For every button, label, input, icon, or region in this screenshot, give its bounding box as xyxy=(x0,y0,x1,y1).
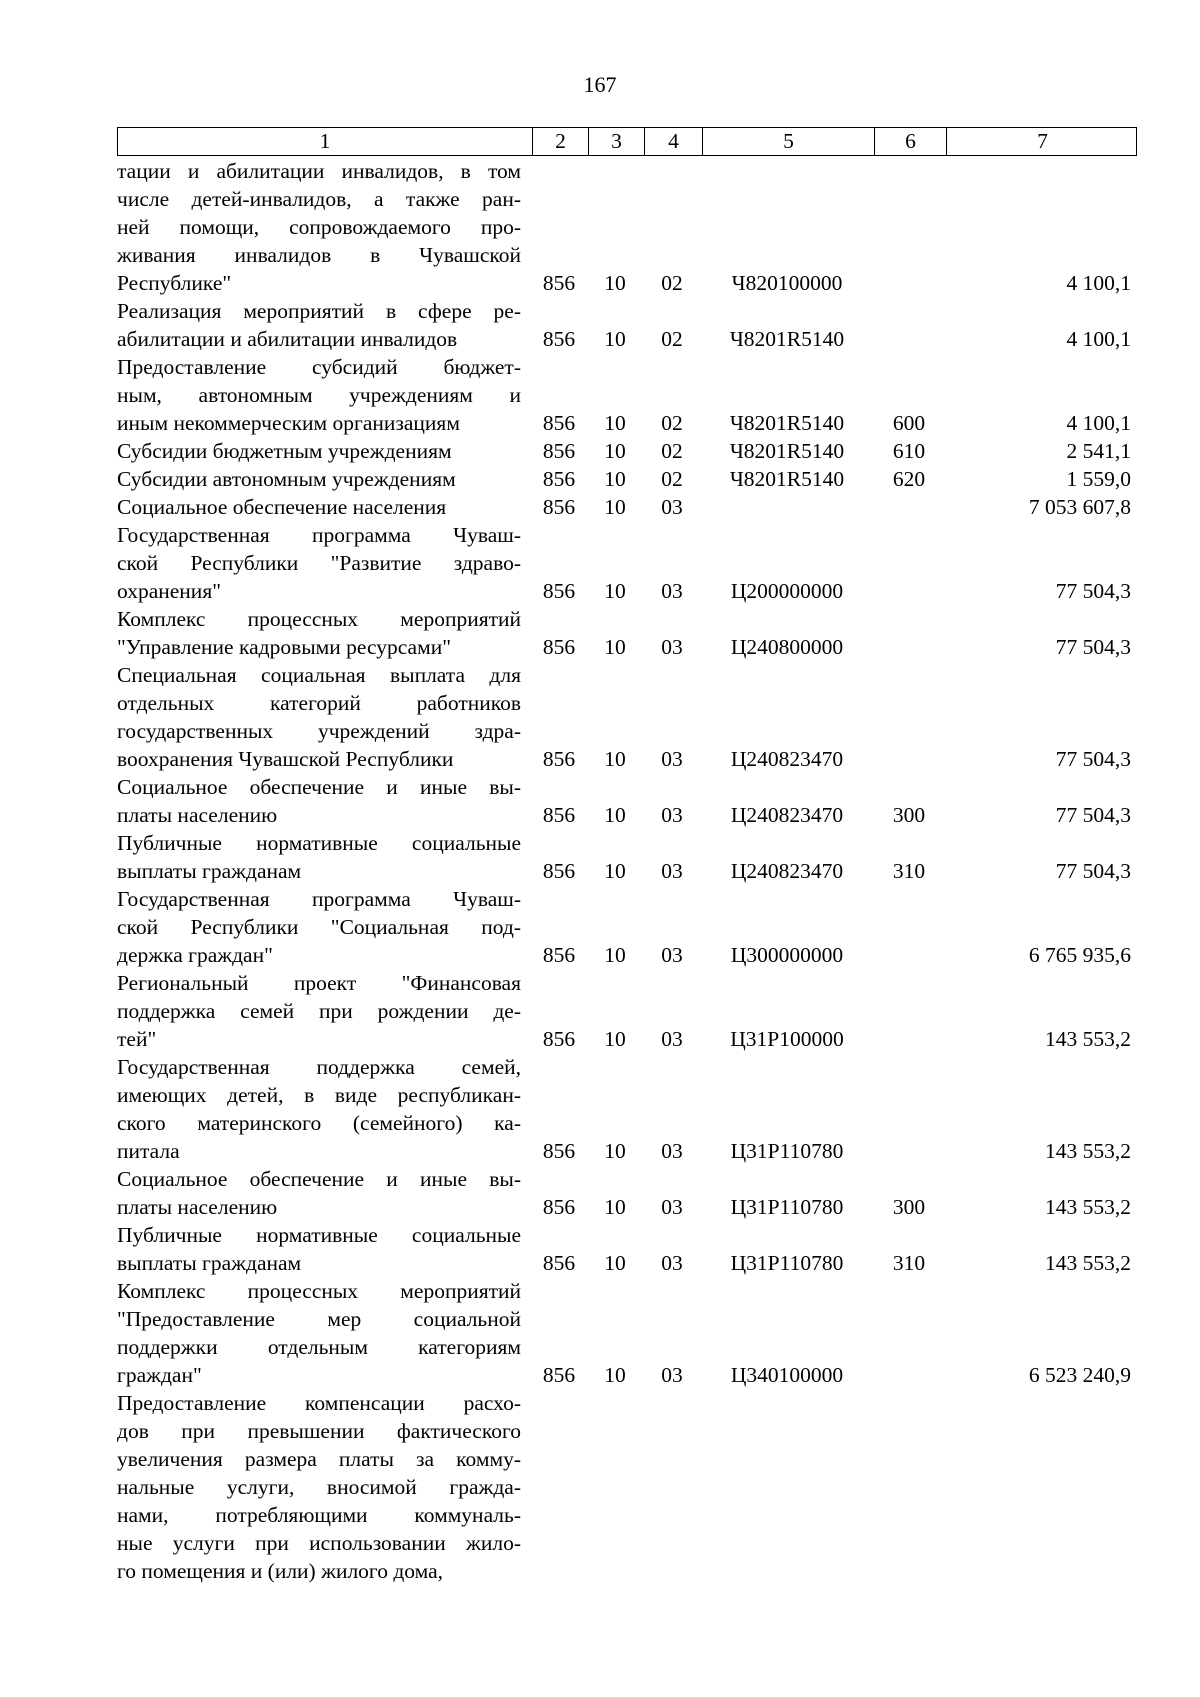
row-name-line: Социальное обеспечение и иные вы- xyxy=(117,775,521,799)
row-name-line: Специальная социальная выплата для xyxy=(117,663,521,687)
cell-amount: 77 504,3 xyxy=(1055,635,1131,659)
table-row xyxy=(117,353,1137,437)
row-name-line: Публичные нормативные социальные xyxy=(117,831,521,855)
cell-expense-type: 310 xyxy=(892,859,926,883)
row-name xyxy=(117,661,521,773)
cell-admin-code: 856 xyxy=(542,1139,576,1163)
table-row xyxy=(117,605,1137,661)
row-name xyxy=(117,521,521,605)
cell-subsection: 02 xyxy=(661,327,683,351)
cell-target-article: Ц340100000 xyxy=(730,1363,844,1387)
cell-admin-code: 856 xyxy=(542,1027,576,1051)
cell-admin-code: 856 xyxy=(542,439,576,463)
row-name-line: увеличения размера платы за комму- xyxy=(117,1447,521,1471)
table-body xyxy=(117,157,1137,1585)
row-name-line: платы населению xyxy=(117,1195,278,1219)
row-name-line: дов при превышении фактического xyxy=(117,1419,521,1443)
cell-section: 10 xyxy=(604,1251,626,1275)
cell-amount: 143 553,2 xyxy=(1045,1195,1131,1219)
row-name xyxy=(117,353,521,437)
row-name-line: ным, автономным учреждениям и xyxy=(117,383,521,407)
cell-amount: 6 523 240,9 xyxy=(1028,1363,1131,1387)
cell-subsection: 03 xyxy=(661,495,683,519)
cell-admin-code: 856 xyxy=(542,1363,576,1387)
cell-admin-code: 856 xyxy=(542,579,576,603)
cell-amount: 143 553,2 xyxy=(1045,1139,1131,1163)
table-row xyxy=(117,1053,1137,1165)
row-name-line: абилитации и абилитации инвалидов xyxy=(117,327,458,351)
header-col-7: 7 xyxy=(946,128,1138,155)
page-number: 167 xyxy=(583,72,617,97)
row-name xyxy=(117,465,521,493)
cell-subsection: 03 xyxy=(661,747,683,771)
row-name-line: выплаты гражданам xyxy=(117,1251,302,1275)
cell-target-article: Ц31Р100000 xyxy=(730,1027,844,1051)
row-name-line: ные услуги при использовании жило- xyxy=(117,1531,521,1555)
cell-amount: 7 053 607,8 xyxy=(1028,495,1131,519)
row-name xyxy=(117,1053,521,1165)
cell-section: 10 xyxy=(604,411,626,435)
row-name-line: тей" xyxy=(117,1027,157,1051)
table-row xyxy=(117,437,1137,465)
cell-target-article: Ц31Р110780 xyxy=(730,1139,844,1163)
table-row xyxy=(117,1165,1137,1221)
row-name-line: охранения" xyxy=(117,579,221,603)
cell-section: 10 xyxy=(604,579,626,603)
row-name-line: держка граждан" xyxy=(117,943,273,967)
table-row xyxy=(117,493,1137,521)
cell-subsection: 03 xyxy=(661,1027,683,1051)
cell-amount: 4 100,1 xyxy=(1066,411,1131,435)
cell-expense-type: 600 xyxy=(892,411,926,435)
row-name xyxy=(117,885,521,969)
row-name-line: Реализация мероприятий в сфере ре- xyxy=(117,299,521,323)
row-name-line: Комплекс процессных мероприятий xyxy=(117,1279,521,1303)
cell-subsection: 03 xyxy=(661,635,683,659)
cell-subsection: 03 xyxy=(661,1363,683,1387)
cell-amount: 4 100,1 xyxy=(1066,327,1131,351)
cell-expense-type: 310 xyxy=(892,1251,926,1275)
cell-expense-type: 300 xyxy=(892,803,926,827)
cell-target-article: Ц240823470 xyxy=(730,859,844,883)
table-row xyxy=(117,969,1137,1053)
table-row xyxy=(117,661,1137,773)
row-name-line: Социальное обеспечение населения xyxy=(117,495,447,519)
row-name-line: платы населению xyxy=(117,803,278,827)
row-name-line: Государственная программа Чуваш- xyxy=(117,523,521,547)
table-row xyxy=(117,465,1137,493)
row-name-line: Публичные нормативные социальные xyxy=(117,1223,521,1247)
header-col-6: 6 xyxy=(874,128,946,155)
cell-admin-code: 856 xyxy=(542,747,576,771)
cell-admin-code: 856 xyxy=(542,495,576,519)
cell-admin-code: 856 xyxy=(542,943,576,967)
row-name xyxy=(117,1277,521,1389)
row-name-line: ского материнского (семейного) ка- xyxy=(117,1111,521,1135)
row-name-line: тации и абилитации инвалидов, в том xyxy=(117,159,521,183)
cell-admin-code: 856 xyxy=(542,1251,576,1275)
row-name-line: Социальное обеспечение и иные вы- xyxy=(117,1167,521,1191)
cell-target-article: Ч8201R5140 xyxy=(729,439,845,463)
row-name-line: ской Республики "Социальная под- xyxy=(117,915,521,939)
row-name-line: "Управление кадровыми ресурсами" xyxy=(117,635,451,659)
cell-amount: 6 765 935,6 xyxy=(1028,943,1131,967)
budget-table xyxy=(117,127,1137,1585)
row-name-line: Государственная поддержка семей, xyxy=(117,1055,521,1079)
cell-section: 10 xyxy=(604,943,626,967)
cell-target-article: Ц200000000 xyxy=(730,579,844,603)
cell-subsection: 03 xyxy=(661,1195,683,1219)
cell-expense-type: 300 xyxy=(892,1195,926,1219)
row-name-line: числе детей-инвалидов, а также ран- xyxy=(117,187,521,211)
row-name xyxy=(117,157,521,297)
table-row xyxy=(117,297,1137,353)
row-name-line: граждан" xyxy=(117,1363,202,1387)
cell-section: 10 xyxy=(604,327,626,351)
table-row xyxy=(117,829,1137,885)
cell-section: 10 xyxy=(604,495,626,519)
cell-admin-code: 856 xyxy=(542,635,576,659)
cell-target-article: Ц31Р110780 xyxy=(730,1251,844,1275)
cell-admin-code: 856 xyxy=(542,803,576,827)
cell-amount: 77 504,3 xyxy=(1055,803,1131,827)
header-col-2: 2 xyxy=(532,128,588,155)
row-name-line: отдельных категорий работников xyxy=(117,691,521,715)
row-name-line: питала xyxy=(117,1139,180,1163)
row-name xyxy=(117,297,521,353)
table-row xyxy=(117,157,1137,297)
cell-amount: 77 504,3 xyxy=(1055,579,1131,603)
header-col-1: 1 xyxy=(319,129,331,153)
row-name-line: поддержки отдельным категориям xyxy=(117,1335,521,1359)
header-col-5: 5 xyxy=(702,128,874,155)
row-name-line: поддержка семей при рождении де- xyxy=(117,999,521,1023)
cell-amount: 143 553,2 xyxy=(1045,1027,1131,1051)
row-name-line: выплаты гражданам xyxy=(117,859,302,883)
row-name xyxy=(117,1165,521,1221)
cell-subsection: 03 xyxy=(661,803,683,827)
cell-target-article: Ч8201R5140 xyxy=(729,327,845,351)
cell-amount: 1 559,0 xyxy=(1066,467,1131,491)
cell-admin-code: 856 xyxy=(542,411,576,435)
row-name-line: иным некоммерческим организациям xyxy=(117,411,460,435)
cell-section: 10 xyxy=(604,1363,626,1387)
cell-section: 10 xyxy=(604,1139,626,1163)
row-name-line: Субсидии бюджетным учреждениям xyxy=(117,439,452,463)
cell-admin-code: 856 xyxy=(542,327,576,351)
cell-subsection: 03 xyxy=(661,859,683,883)
cell-target-article: Ч8201R5140 xyxy=(729,411,845,435)
cell-amount: 2 541,1 xyxy=(1066,439,1131,463)
header-col-3: 3 xyxy=(588,128,644,155)
cell-subsection: 02 xyxy=(661,467,683,491)
table-row xyxy=(117,1389,1137,1585)
cell-target-article: Ц240823470 xyxy=(730,747,844,771)
cell-expense-type: 620 xyxy=(892,467,926,491)
row-name-line: Предоставление компенсации расхо- xyxy=(117,1391,521,1415)
row-name xyxy=(117,493,521,521)
row-name xyxy=(117,969,521,1053)
row-name-line: ской Республики "Развитие здраво- xyxy=(117,551,521,575)
cell-amount: 77 504,3 xyxy=(1055,859,1131,883)
table-row xyxy=(117,885,1137,969)
cell-subsection: 03 xyxy=(661,943,683,967)
cell-target-article: Ц240823470 xyxy=(730,803,844,827)
cell-amount: 77 504,3 xyxy=(1055,747,1131,771)
row-name xyxy=(117,829,521,885)
row-name-line: Республике" xyxy=(117,271,232,295)
row-name-line: Предоставление субсидий бюджет- xyxy=(117,355,521,379)
header-col-4: 4 xyxy=(644,128,702,155)
cell-admin-code: 856 xyxy=(542,859,576,883)
row-name-line: воохранения Чувашской Республики xyxy=(117,747,454,771)
cell-section: 10 xyxy=(604,1195,626,1219)
cell-subsection: 03 xyxy=(661,1251,683,1275)
cell-admin-code: 856 xyxy=(542,467,576,491)
row-name-line: живания инвалидов в Чувашской xyxy=(117,243,521,267)
cell-target-article: Ц300000000 xyxy=(730,943,844,967)
cell-subsection: 03 xyxy=(661,1139,683,1163)
row-name-line: Комплекс процессных мероприятий xyxy=(117,607,521,631)
cell-expense-type: 610 xyxy=(892,439,926,463)
cell-subsection: 03 xyxy=(661,579,683,603)
row-name-line: ней помощи, сопровождаемого про- xyxy=(117,215,521,239)
cell-section: 10 xyxy=(604,467,626,491)
cell-target-article: Ц240800000 xyxy=(730,635,844,659)
cell-admin-code: 856 xyxy=(542,271,576,295)
cell-section: 10 xyxy=(604,859,626,883)
row-name xyxy=(117,773,521,829)
cell-section: 10 xyxy=(604,1027,626,1051)
row-name xyxy=(117,1389,521,1585)
cell-target-article: Ц31Р110780 xyxy=(730,1195,844,1219)
table-row xyxy=(117,773,1137,829)
table-row xyxy=(117,521,1137,605)
cell-subsection: 02 xyxy=(661,271,683,295)
cell-section: 10 xyxy=(604,635,626,659)
cell-section: 10 xyxy=(604,747,626,771)
row-name-line: государственных учреждений здра- xyxy=(117,719,521,743)
cell-subsection: 02 xyxy=(661,439,683,463)
row-name xyxy=(117,437,521,465)
row-name xyxy=(117,605,521,661)
cell-target-article: Ч820100000 xyxy=(731,271,843,295)
cell-section: 10 xyxy=(604,803,626,827)
cell-amount: 143 553,2 xyxy=(1045,1251,1131,1275)
cell-admin-code: 856 xyxy=(542,1195,576,1219)
row-name-line: Государственная программа Чуваш- xyxy=(117,887,521,911)
row-name-line: "Предоставление мер социальной xyxy=(117,1307,521,1331)
table-header xyxy=(117,127,1137,156)
row-name-line: нальные услуги, вносимой гражда- xyxy=(117,1475,521,1499)
row-name-line: го помещения и (или) жилого дома, xyxy=(117,1559,443,1583)
table-row xyxy=(117,1221,1137,1277)
row-name-line: нами, потребляющими коммуналь- xyxy=(117,1503,521,1527)
table-row xyxy=(117,1277,1137,1389)
row-name-line: Субсидии автономным учреждениям xyxy=(117,467,456,491)
row-name xyxy=(117,1221,521,1277)
cell-section: 10 xyxy=(604,439,626,463)
row-name-line: имеющих детей, в виде республикан- xyxy=(117,1083,521,1107)
cell-subsection: 02 xyxy=(661,411,683,435)
cell-target-article: Ч8201R5140 xyxy=(729,467,845,491)
row-name-line: Региональный проект "Финансовая xyxy=(117,971,521,995)
cell-amount: 4 100,1 xyxy=(1066,271,1131,295)
cell-section: 10 xyxy=(604,271,626,295)
